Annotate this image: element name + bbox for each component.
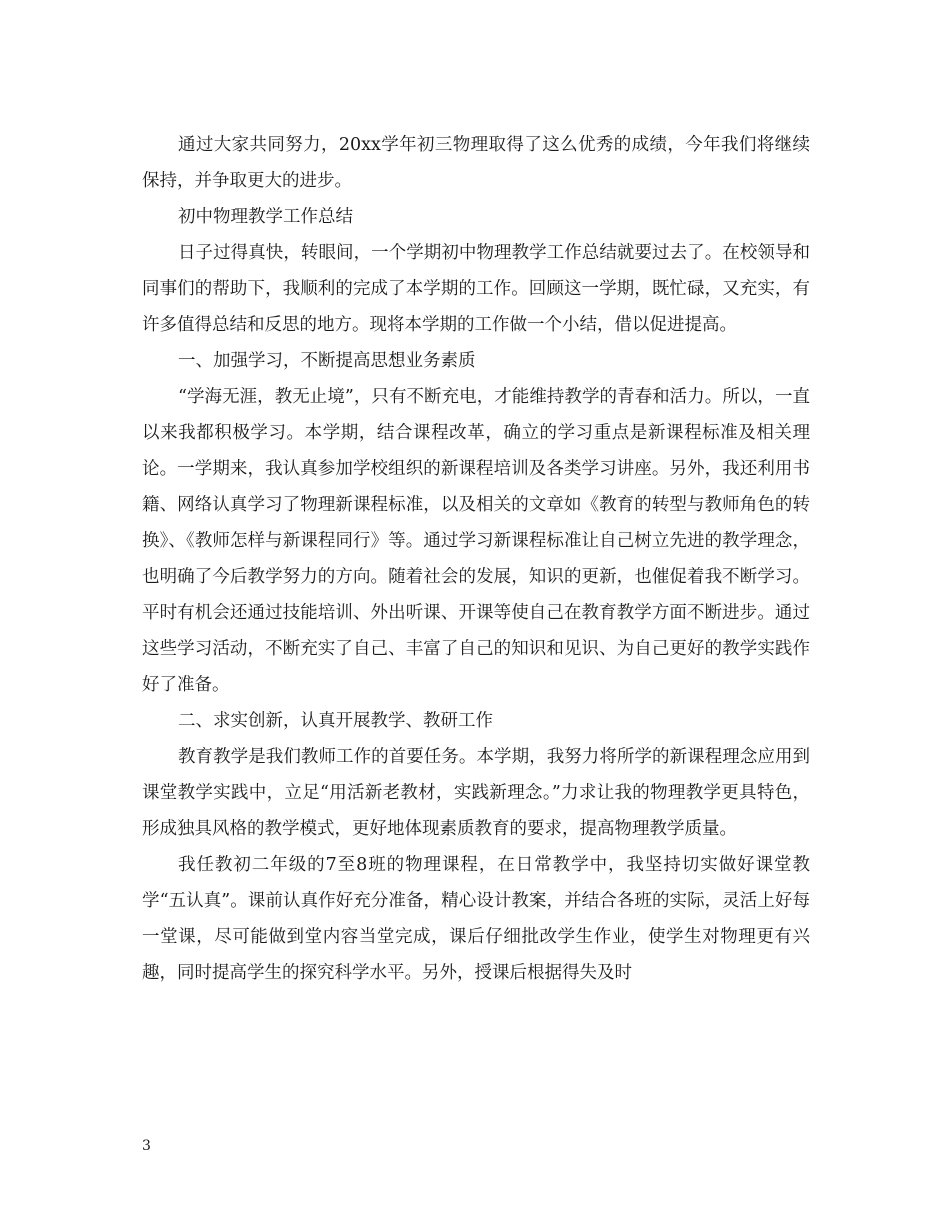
- page-number: 3: [142, 1138, 151, 1154]
- heading-section-2: 二、求实创新，认真开展教学、教研工作: [178, 711, 493, 731]
- section-title: 初中物理教学工作总结: [178, 207, 353, 227]
- paragraph-intro-closing: 通过大家共同努力，20xx学年初三物理取得了这么优秀的成绩，今年我们将继续保持，并争取更大的进步。: [142, 135, 810, 191]
- heading-section-1: 一、加强学习，不断提高思想业务素质: [178, 351, 476, 371]
- paragraph-classes: 我任教初二年级的7至8班的物理课程，在日常教学中，我坚持切实做好课堂教学“五认真”。课前认真作好充分准备，精心设计教案，并结合各班的实际，灵活上好每一堂课，尽可能做到堂内容当堂完成，课后仔细批改学生作业，使学生对物理更有兴趣，同时提高学生的探究科学水平。另外，授课后根据得失及时: [142, 855, 810, 983]
- paragraph-opening: 日子过得真快，转眼间，一个学期初中物理教学工作总结就要过去了。在校领导和同事们的帮助下，我顺利的完成了本学期的工作。回顾这一学期，既忙碌，又充实，有许多值得总结和反思的地方。现将本学期的工作做一个小结，借以促进提高。: [142, 243, 810, 335]
- document-body: [142, 127, 810, 991]
- paragraph-learning: “学海无涯，教无止境”，只有不断充电，才能维持教学的青春和活力。所以，一直以来我都积极学习。本学期，结合课程改革，确立的学习重点是新课程标准及相关理论。一学期来，我认真参加学校组织的新课程培训及各类学习讲座。另外，我还利用书籍、网络认真学习了物理新课程标准，以及相关的文章如《教育的转型与教师角色的转换》、《教师怎样与新课程同行》等。通过学习新课程标准让自己树立先进的教学理念，也明确了今后教学努力的方向。随着社会的发展，知识的更新，也催促着我不断学习。平时有机会还通过技能培训、外出听课、开课等使自己在教育教学方面不断进步。通过这些学习活动，不断充实了自己、丰富了自己的知识和见识、为自己更好的教学实践作好了准备。: [142, 387, 810, 695]
- paragraph-teaching: 教育教学是我们教师工作的首要任务。本学期，我努力将所学的新课程理念应用到课堂教学实践中，立足“用活新老教材，实践新理念。”力求让我的物理教学更具特色，形成独具风格的教学模式，更好地体现素质教育的要求，提高物理教学质量。: [142, 747, 810, 839]
